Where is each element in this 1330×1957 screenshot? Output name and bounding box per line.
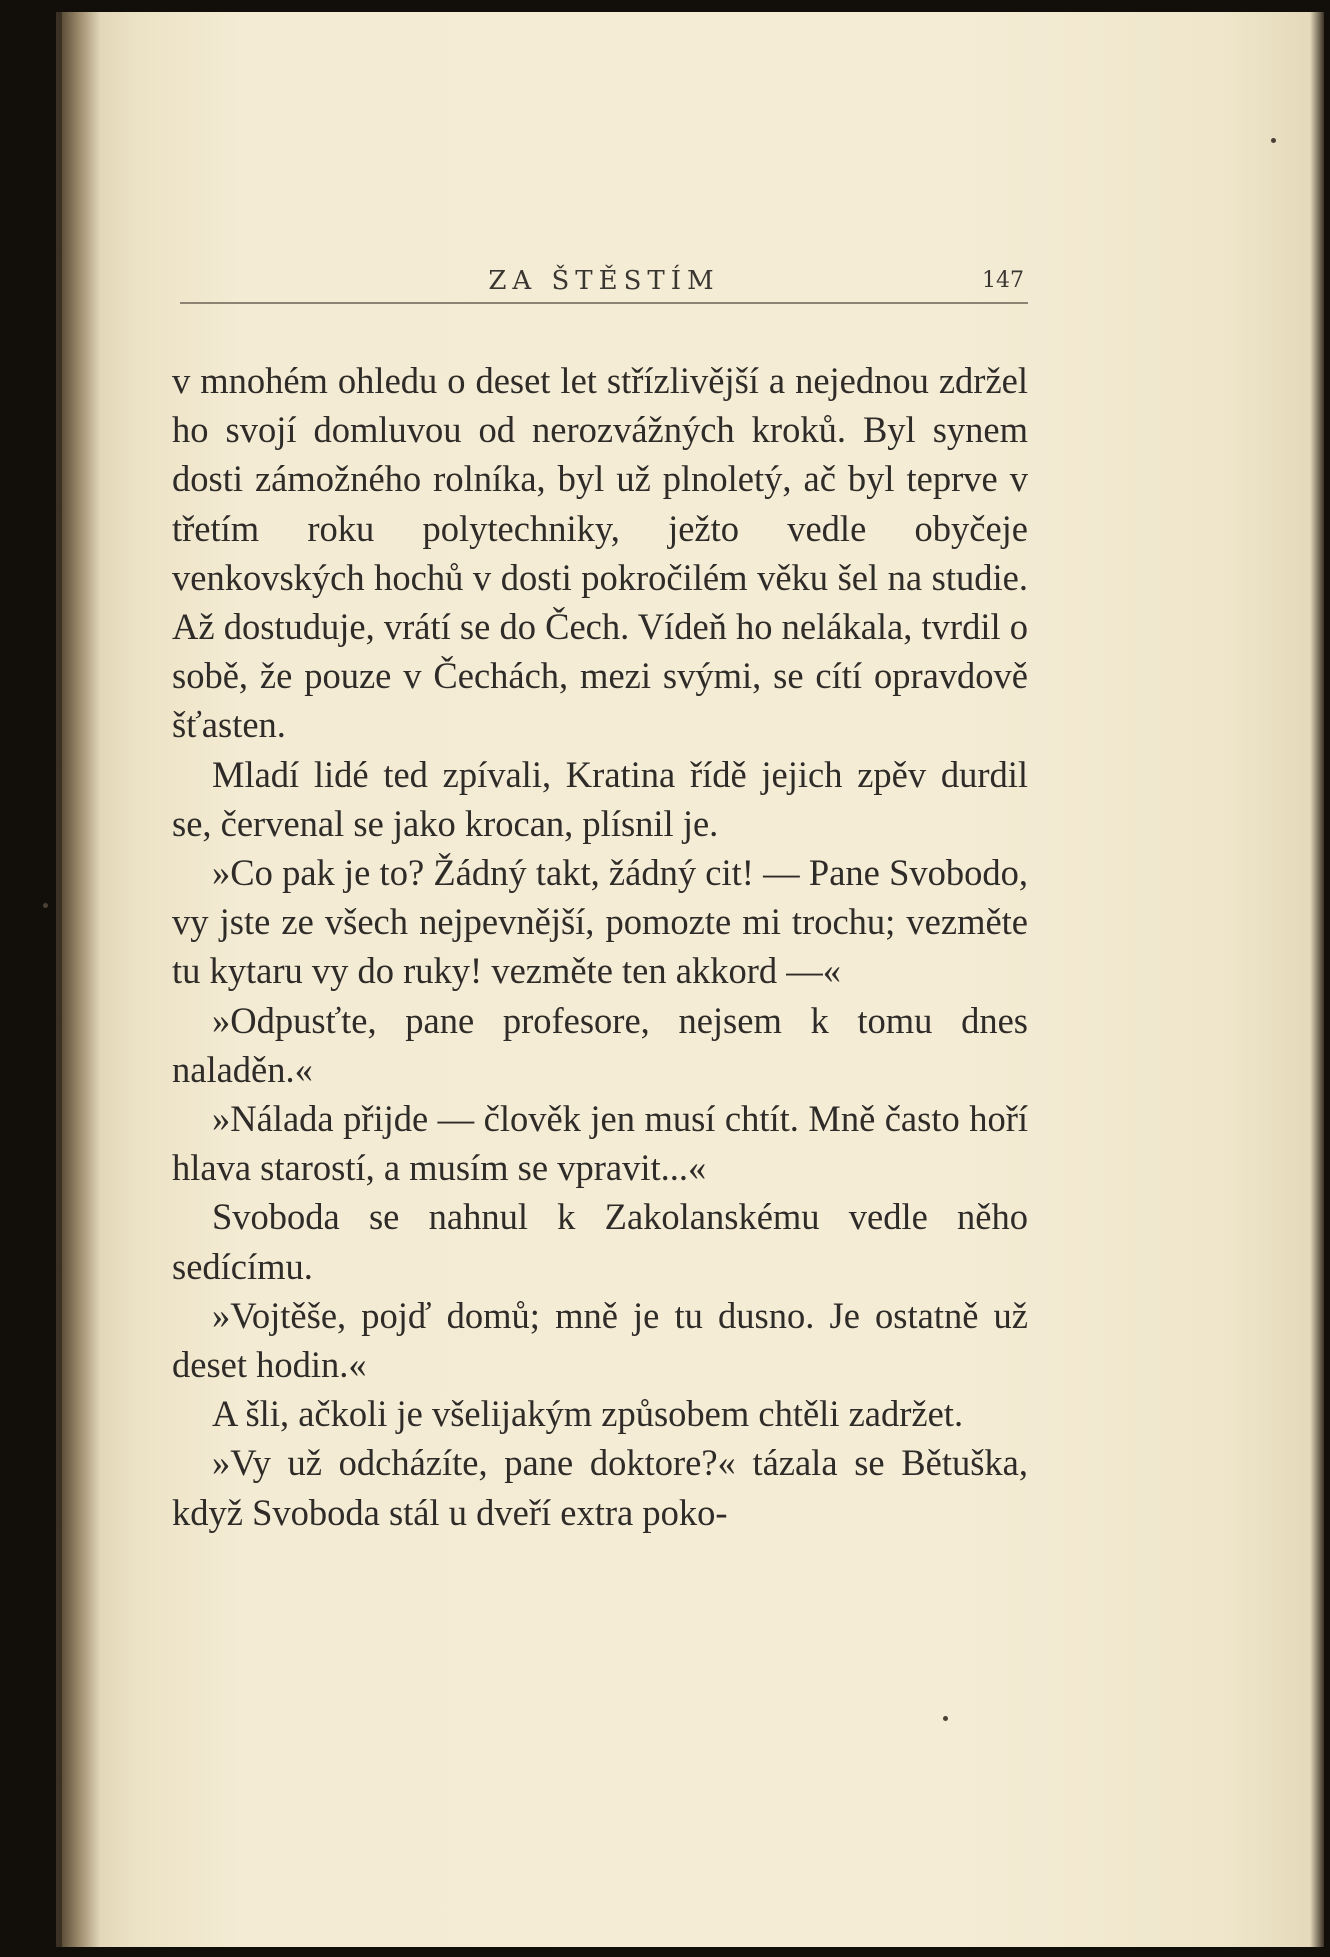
paragraph: v mnohém ohledu o deset let střízlivější a nejednou zdržel ho svojí domluvou od nerozvážných kroků. Byl synem dosti zámožného rolníka, byl už plnoletý, ač byl teprve v třetím roku polytechniky, ježto vedle obyčeje venkovských hochů v dosti pokročilém věku šel na studie. Až dostuduje, vrátí se do Čech. Vídeň ho nelákala, tvrdil o sobě, že pouze v Čechách, mezi svými, se cítí opravdově šťasten. <box>172 360 1028 746</box>
paragraph: »Vojtěše, pojď domů; mně je tu dusno. Je ostatně už deset hodin.« <box>172 1294 1028 1386</box>
running-header <box>180 262 1028 304</box>
ink-speck <box>43 903 48 908</box>
paragraph: Mladí lidé ted zpívali, Kratina řídě jejich zpěv durdil se, červenal se jako krocan, plísnil je. <box>172 753 1028 844</box>
ink-speck <box>943 1716 948 1721</box>
paragraph: »Co pak je to? Žádný takt, žádný cit! — Pane Svobodo, vy jste ze všech nejpevnější, pomozte mi trochu; vezměte tu kytaru vy do ruky! vezměte ten akkord —« <box>172 852 1028 992</box>
page-edge <box>1310 12 1324 1947</box>
paragraph: Svoboda se nahnul k Zakolanskému vedle něho sedícímu. <box>172 1196 1028 1287</box>
body-text <box>172 356 1028 1537</box>
paragraph: »Odpusťte, pane profesore, nejsem k tomu dnes naladěn.« <box>172 999 1028 1090</box>
paragraph: »Vy už odcházíte, pane doktore?« tázala se Bětuška, když Svoboda stál u dveří extra poko- <box>172 1442 1028 1533</box>
paragraph: A šli, ačkoli je všelijakým způsobem chtěli zadržet. <box>212 1393 964 1435</box>
ink-speck <box>1271 138 1276 143</box>
book-gutter <box>62 12 100 1947</box>
page-number: 147 <box>982 268 1024 293</box>
running-title: ZA ŠTĚSTÍM <box>488 266 720 296</box>
paragraph: »Nálada přijde — člověk jen musí chtít. Mně často hoří hlava starostí, a musím se vpravit...« <box>172 1098 1028 1189</box>
